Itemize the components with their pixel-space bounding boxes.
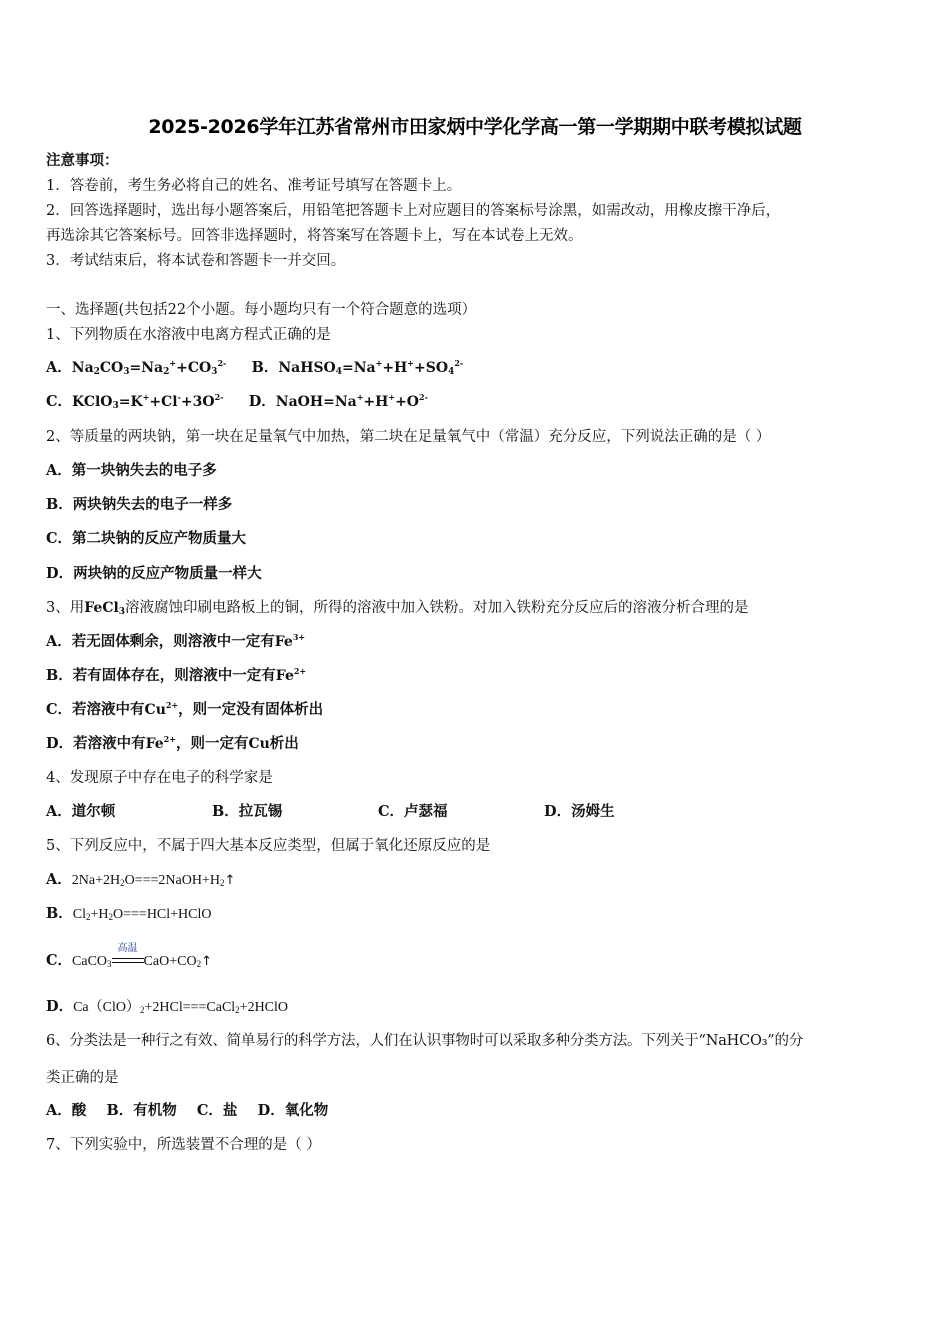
section-heading: 一、选择题(共包括22个小题。每小题均只有一个符合题意的选项） xyxy=(46,302,477,318)
q1-c-equation: $KClO_3=K^++Cl^-+3O^{2-}$ xyxy=(72,392,224,411)
q5-option-c: C．CaCO$_3$ 高温 $CaO+CO_2↑$ xyxy=(46,943,212,969)
q3-stem: 3、用FeCl$_3$溶液腐蚀印刷电路板上的铜，所得的溶液中加入铁粉。对加入铁粉充分反应后的溶液分析合理的是 xyxy=(46,600,749,617)
q1-stem: 1、下列物质在水溶液中电离方程式正确的是 xyxy=(46,327,331,343)
q2-option-b: B．两块钠失去的电子一样多 xyxy=(46,496,233,513)
q2-option-c: C．第二块钠的反应产物质量大 xyxy=(46,530,247,547)
q3-option-b: B．若有固体存在，则溶液中一定有$Fe^{2+}$ xyxy=(46,666,307,684)
q3-option-a: A．若无固体剩余，则溶液中一定有$Fe^{3+}$ xyxy=(46,632,306,650)
q4-option-c: C．卢瑟福 xyxy=(378,803,448,820)
notice-item-1: 1．答卷前，考生务必将自己的姓名、准考证号填写在答题卡上。 xyxy=(46,178,462,194)
q4-stem: 4、发现原子中存在电子的科学家是 xyxy=(46,770,273,786)
notice-item-2: 2．回答选择题时，选出每小题答案后，用铅笔把答题卡上对应题目的答案标号涂黑，如需改动，用橡皮擦干净后， xyxy=(46,203,781,219)
q6-options: A．酸 B．有机物 C．盐 D．氧化物 xyxy=(46,1102,329,1119)
q1-d-label: D． xyxy=(248,393,276,410)
notice-heading: 注意事项： xyxy=(46,152,119,169)
q1-a-equation: $Na_2CO_3=Na_2^++CO_3^{2-}$ xyxy=(71,358,227,377)
q2-option-a: A．第一块钠失去的电子多 xyxy=(46,462,217,479)
q1-c-label: C． xyxy=(46,393,73,410)
q6-stem-line2: 类正确的是 xyxy=(46,1070,119,1086)
notice-item-2-cont: 再选涂其它答案标号。回答非选择题时，将答案写在答题卡上，写在本试卷上无效。 xyxy=(46,228,583,244)
q5-option-d: D．$Ca(ClO)_2+2HCl===CaCl_2+2HClO$ xyxy=(46,998,289,1015)
q1-d-equation: $NaOH=Na^++H^++O^{2-}$ xyxy=(275,392,428,410)
q1-options-ab xyxy=(46,358,463,378)
q4-options xyxy=(46,802,615,822)
q1-a-label: A． xyxy=(46,359,72,376)
q5-option-a: A．$2Na+2H_2O===2NaOH+H_2↑$ xyxy=(46,871,236,888)
high-temp-condition: 高温 xyxy=(112,955,144,967)
q7-stem: 7、下列实验中，所选装置不合理的是（ ） xyxy=(46,1137,321,1153)
q5-stem: 5、下列反应中，不属于四大基本反应类型，但属于氧化还原反应的是 xyxy=(46,838,491,854)
notice-item-3: 3．考试结束后，将本试卷和答题卡一并交回。 xyxy=(46,253,346,269)
q2-stem: 2、等质量的两块钠，第一块在足量氧气中加热，第二块在足量氧气中（常温）充分反应，下列说法正确的是（ ） xyxy=(46,429,771,445)
q4-option-a: A．道尔顿 xyxy=(46,803,116,820)
page-title: 2025-2026学年江苏省常州市田家炳中学化学高一第一学期期中联考模拟试题 xyxy=(148,116,802,138)
q4-option-b: B．拉瓦锡 xyxy=(212,803,283,820)
q3-option-d: D．若溶液中有$Fe^{2+}$，则一定有Cu析出 xyxy=(46,734,299,752)
q2-option-d: D．两块钠的反应产物质量一样大 xyxy=(46,565,262,582)
q3-option-c: C．若溶液中有$Cu^{2+}$，则一定没有固体析出 xyxy=(46,700,324,718)
q5-option-b: B．$Cl_2+H_2O===HCl+HClO$ xyxy=(46,905,212,922)
q4-option-d: D．汤姆生 xyxy=(544,803,615,820)
q1-options-cd xyxy=(46,392,428,412)
q1-b-equation: $NaHSO_4=Na^++H^++SO_4^{2-}$ xyxy=(278,358,464,377)
q1-b-label: B． xyxy=(251,359,279,376)
q6-stem-line1: 6、分类法是一种行之有效、简单易行的科学方法，人们在认识事物时可以采取多种分类方法。下列关于“NaHCO₃”的分 xyxy=(46,1033,804,1049)
q3-fecl3: FeCl$_3$ xyxy=(84,600,126,617)
